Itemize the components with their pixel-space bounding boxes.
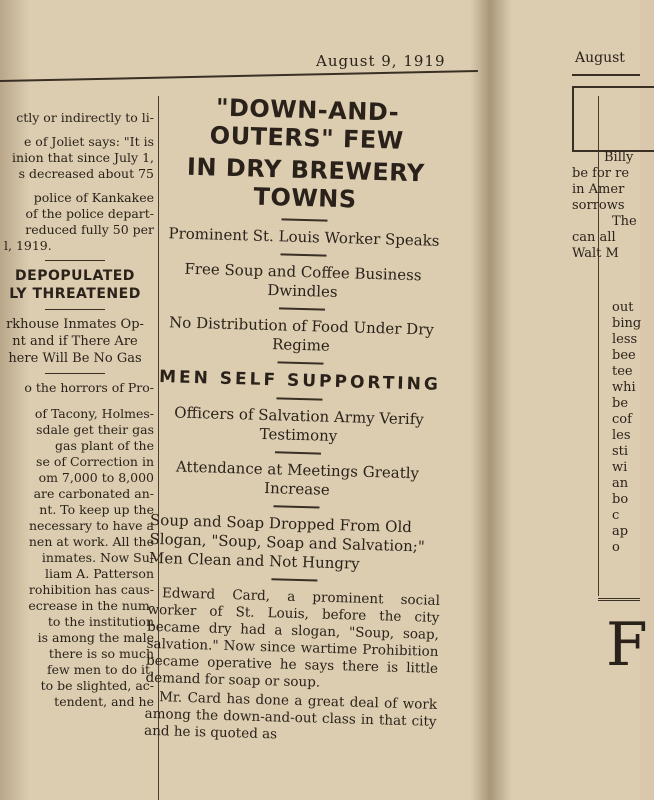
top-rule: [0, 70, 478, 82]
right-line: in Amer: [572, 182, 625, 197]
left-body-line: inmates. Now Su-: [41, 550, 154, 565]
left-body-line: rohibition has caus-: [28, 582, 154, 597]
left-divider: [45, 373, 105, 374]
left-divider: [45, 260, 105, 261]
article-body: [144, 585, 440, 748]
deck-divider: [273, 505, 319, 508]
deck-divider: [276, 397, 322, 400]
left-line: [0, 182, 154, 190]
right-double-rule: [598, 598, 640, 601]
right-line: bing: [612, 316, 642, 331]
right-line: wi: [612, 460, 628, 475]
deck-divider: [280, 253, 326, 256]
left-body-line: of Tacony, Holmes-: [34, 406, 154, 421]
right-line: out: [612, 300, 634, 315]
right-line: sti: [612, 444, 629, 459]
left-body-line: gas plant of the: [55, 438, 154, 453]
right-line: be: [612, 396, 629, 411]
article-paragraph: Edward Card, a prominent social worker of St. Louis, before the city became dry had a slogan, "Soup, soap, salvation." Now since wartime Prohibition became operative he says there is little demand for soap or soup.: [145, 585, 441, 691]
page-date: August 9, 1919: [316, 52, 446, 70]
right-line: o: [612, 540, 620, 555]
right-column-box: [572, 86, 654, 152]
left-body-line: se of Correction in: [36, 454, 154, 469]
left-body-line: necessary to have a: [28, 518, 154, 533]
deck-salvation-army: Officers of Salvation Army Verify Testimony: [174, 403, 424, 446]
deck-prominent-worker: Prominent St. Louis Worker Speaks: [168, 224, 440, 250]
deck-free-soup: Free Soup and Coffee Business Dwindles: [184, 259, 422, 301]
left-line: of the police depart-: [25, 206, 154, 221]
left-column: [0, 110, 154, 710]
article-headline-line-1: "DOWN-AND-OUTERS" FEW: [209, 93, 405, 155]
deck-divider: [277, 361, 323, 364]
left-body-line: ecrease in the num-: [28, 598, 154, 613]
article-paragraph: Mr. Card has done a great deal of work among the down-and-out class in that city and he is quoted as: [143, 689, 438, 743]
top-rule-right: [572, 74, 640, 76]
left-body-line: to the institution: [47, 614, 154, 629]
left-divider: [45, 309, 105, 310]
right-line: Billy: [604, 150, 634, 165]
right-line: tee: [612, 364, 633, 379]
right-line: bo: [612, 492, 629, 507]
left-subhead-line: rkhouse Inmates Op-: [6, 317, 144, 332]
right-line: les: [612, 428, 631, 443]
left-line: ctly or indirectly to li-: [16, 110, 154, 125]
left-body-line: to be slighted, ac-: [40, 678, 154, 693]
deck-divider: [281, 218, 327, 221]
left-body-line: tendent, and he: [54, 694, 154, 709]
left-body-line: nt. To keep up the: [39, 502, 154, 517]
deck-no-distribution: No Distribution of Food Under Dry Regime: [168, 313, 435, 355]
page-date-right: August: [575, 50, 625, 66]
right-line: The: [612, 214, 637, 229]
right-line: less: [612, 332, 638, 347]
right-big-letter: F: [606, 610, 648, 680]
deck-soup-and-soap: Soup and Soap Dropped From Old Slogan, "Soup, Soap and Salvation;" Men Clean and Not Hungry: [148, 510, 426, 573]
article: [144, 92, 454, 750]
left-line: e of Joliet says: "It is: [23, 134, 154, 149]
right-line: ap: [612, 524, 629, 539]
right-line: Walt M: [572, 246, 619, 261]
deck-men-self-supporting: MEN SELF SUPPORTING: [158, 367, 442, 395]
left-body-line: sdale get their gas: [36, 422, 154, 437]
right-line: be for re: [572, 166, 630, 181]
left-body-line: liam A. Patterson: [45, 566, 154, 581]
right-line: cof: [612, 412, 632, 427]
left-line: inion that since July 1,: [12, 150, 154, 165]
right-column-body: [612, 300, 652, 556]
left-body-line: is among the male: [37, 630, 154, 645]
left-line: police of Kankakee: [33, 190, 154, 205]
left-headline-2: LY THREATENED: [9, 286, 141, 302]
article-headline-line-2: IN DRY BREWERY TOWNS: [186, 152, 426, 214]
right-line: whi: [612, 380, 636, 395]
deck-divider: [279, 307, 325, 310]
left-body-line: [0, 396, 154, 406]
left-line: [0, 126, 154, 134]
deck-attendance: Attendance at Meetings Greatly Increase: [175, 457, 420, 499]
right-line: bee: [612, 348, 636, 363]
right-line: c: [612, 508, 620, 523]
left-body-line: o the horrors of Pro-: [24, 380, 154, 395]
left-subhead-line: here Will Be No Gas: [8, 351, 142, 366]
left-body-line: nen at work. All the: [28, 534, 154, 549]
left-subhead-line: nt and if There Are: [12, 334, 138, 349]
deck-divider: [275, 451, 321, 454]
right-line: an: [612, 476, 629, 491]
left-body-line: are carbonated an-: [33, 486, 154, 501]
left-body-line: few men to do it,: [47, 662, 154, 677]
left-line: reduced fully 50 per: [25, 222, 154, 237]
left-line: s decreased about 75: [18, 166, 154, 181]
left-body-line: there is so much: [48, 646, 154, 661]
right-column-top: [572, 150, 642, 262]
left-line: l, 1919.: [4, 238, 52, 253]
left-headline-1: DEPOPULATED: [15, 268, 135, 284]
right-line: sorrows: [572, 198, 625, 213]
right-line: can all: [572, 230, 616, 245]
deck-divider: [271, 578, 317, 581]
left-body-line: om 7,000 to 8,000: [38, 470, 154, 485]
